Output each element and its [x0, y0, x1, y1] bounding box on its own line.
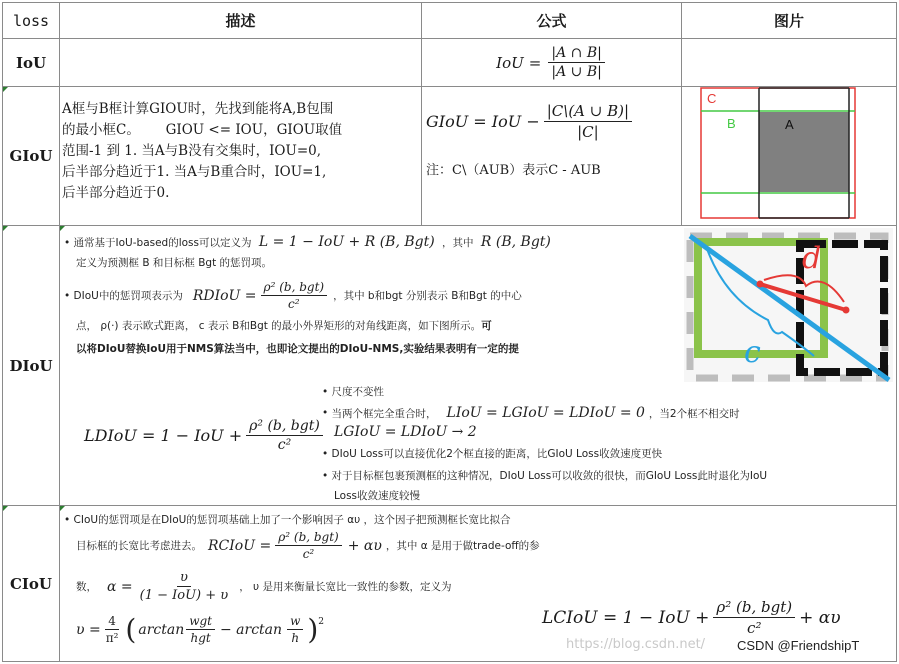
giou-formula-fraction [544, 102, 632, 141]
giou-desc-line: 后半部分趋近于0. [62, 185, 170, 201]
header-image: 图片 [773, 12, 804, 30]
ciou-v-ratio-2-num: w [287, 614, 303, 630]
ciou-alpha-num: υ [177, 570, 191, 587]
giou-formula-numerator: |C\(A ∪ B)| [544, 102, 632, 122]
diou-illustration [684, 228, 893, 382]
giou-illustration [697, 85, 860, 221]
ciou-v-lhs: υ = [76, 621, 101, 638]
giou-formula-denominator: |C| [577, 122, 599, 141]
diou-b2-bold: 可 [481, 320, 492, 332]
table-border-bottom [2, 661, 897, 662]
ciou-v-formula: υ = $\frac{4}{\text{π²}}$ ( arctan $\frac{\text{wgt}}{\text{hgt}}$ − arctan $\frac{w}{h}$ ) $^2$ [76, 613, 325, 646]
giou-description [62, 99, 420, 204]
diou-b2-text: DIoU中的惩罚项表示为 [73, 290, 183, 302]
row-divider [2, 225, 897, 226]
ciou-alpha-fraction [137, 570, 232, 603]
row-label-giou: GIoU [9, 147, 53, 165]
diou-loss-fraction [246, 418, 323, 453]
label-b: B [727, 116, 736, 131]
cell-marker [60, 226, 65, 231]
header-formula: 公式 [536, 12, 567, 30]
row-label-ciou: CIoU [9, 574, 53, 593]
iou-formula-lhs: IoU [496, 53, 524, 72]
cell-marker [60, 506, 65, 511]
giou-note: 注：C\（AUB）表示C - AUB [426, 163, 601, 178]
header-description: 描述 [225, 12, 256, 30]
ciou-r-num: ρ² (b, bgt) [275, 530, 342, 546]
iou-formula-denominator: |A ∪ B| [551, 64, 602, 80]
ciou-line-2 [76, 530, 540, 561]
ciou-v-arctan: arctan [138, 621, 185, 638]
diou-b1-text-2: ，其中 [442, 237, 474, 249]
diou-loss-formula [84, 418, 325, 453]
ciou-v-minus-arctan: − arctan [220, 621, 283, 638]
label-a: A [785, 117, 794, 132]
row-label-diou: DIoU [9, 356, 53, 375]
ciou-v-coef-num: 4 [105, 614, 119, 630]
diou-bullet-2-line-3: 以将DIoU替换IoU用于NMS算法当中，也即论文提出的DIoU-NMS,实验结果表明有一定的提 [76, 343, 519, 355]
iou-formula-fraction [548, 45, 604, 80]
ciou-v-coef-den: π² [105, 631, 119, 645]
ciou-v-ratio-1-num: wgt [186, 614, 215, 630]
diou-loss-lhs: LDIoU = 1 − IoU + [84, 426, 243, 445]
col-divider [59, 2, 60, 661]
diou-bullet-1: • 通常基于IoU-based的loss可以定义为 L = 1 − IoU + R (B, Bgt) ，其中 R (B, Bgt) [64, 234, 551, 250]
diou-prop-text: 对于目标框包裹预测框的这种情况，DIoU Loss可以收敛的很快，而GIoU Loss此时退化为IoU [331, 470, 768, 482]
label-c: C [707, 91, 717, 106]
diou-b2-line2-text: 点， ρ(·) 表示欧式距离， c 表示 B和Bgt 的最小外界矩形的对角线距离，如下图所示。 [76, 320, 482, 332]
row-divider [2, 505, 897, 506]
ciou-line-1-text: CIoU的惩罚项是在DIoU的惩罚项基础上加了一个影响因子 αυ ，这个因子把预测框长宽比拟合 [73, 514, 511, 526]
diou-bullet-2: • DIoU中的惩罚项表示为 RDIoU = $\frac{\text{ρ² (b, bgt)}}{\text{c²}}$ ，其中 b和bgt 分别表示 B和Bgt 的中心 [64, 280, 522, 311]
ciou-v-ratio-2 [287, 614, 303, 645]
diou-prop-4: • 对于目标框包裹预测框的这种情况，DIoU Loss可以收敛的很快，而GIoU Loss此时退化为IoU [322, 470, 768, 482]
diou-prop-1: • 尺度不变性 [322, 386, 385, 398]
ciou-alpha-den: (1 − IoU) + υ [139, 588, 229, 603]
giou-desc-line: 的最小框C。 GIOU <= IOU，GIOU取值 [62, 122, 343, 138]
csdn-credit: CSDN @FriendshipT [734, 638, 862, 653]
diou-loss-num: ρ² (b, bgt) [246, 418, 323, 436]
ciou-loss-tail: + αυ [799, 607, 841, 628]
giou-desc-line: A框与B框计算GIOU时，先找到能将A,B包围 [62, 101, 334, 117]
ciou-loss-num: ρ² (b, bgt) [713, 598, 795, 618]
diou-b2-text-2: ，其中 b和bgt 分别表示 B和Bgt 的中心 [333, 290, 522, 302]
diou-b1-formula: L = 1 − IoU + R (B, Bgt) [258, 234, 435, 250]
label-c: c [744, 335, 761, 370]
diou-prop-text: 当两个框完全重合时， [331, 407, 437, 420]
diou-bullet-1-line-2: 定义为预测框 B 和目标框 Bgt 的惩罚项。 [76, 257, 273, 269]
label-d: d [802, 241, 822, 276]
diou-prop-text: ，当2个框不相交时 [648, 407, 740, 420]
ciou-loss-fraction [713, 598, 795, 637]
ciou-line-3 [76, 570, 451, 603]
watermark-url: https://blog.csdn.net/ [566, 637, 706, 652]
ciou-loss-formula [542, 598, 841, 637]
diou-prop-formula: LIoU = LGIoU = LDIoU = 0 [446, 405, 645, 421]
diou-loss-den: c² [277, 437, 292, 453]
iou-formula-numerator: |A ∩ B| [548, 45, 604, 63]
center-b [757, 281, 764, 288]
ciou-line-3-text: 数， [76, 581, 97, 593]
diou-b2-den: c² [288, 297, 300, 311]
table-border-right [896, 2, 897, 661]
ciou-v-ratio-1-den: hgt [190, 631, 211, 645]
ciou-v-ratio-1 [186, 614, 215, 645]
giou-desc-line: 范围-1 到 1. 当A与B没有交集时，IOU=0, [62, 143, 322, 159]
ciou-r-den: c² [302, 547, 315, 561]
row-label-iou: IoU [15, 53, 47, 72]
diou-prop-4-line-2: Loss收敛速度较慢 [334, 490, 421, 502]
diou-prop-text: DIoU Loss可以直接优化2个框直接的距离，比GIoU Loss收敛速度更快 [331, 448, 663, 460]
ciou-line-3-text-2: ， υ 是用来衡量长宽比一致性的参数，定义为 [239, 581, 452, 593]
diou-b2-lhs: RDIoU = [192, 287, 257, 304]
diou-prop-formula-2: LGIoU = LDIoU → 2 [334, 424, 477, 440]
diou-b2-num: ρ² (b, bgt) [261, 280, 328, 296]
ciou-r-lhs: RCIoU = [208, 537, 272, 554]
diou-bullet-2-line-2 [76, 318, 492, 333]
ciou-alpha-lhs: α = [107, 578, 133, 595]
ciou-loss-den: c² [747, 619, 762, 637]
ciou-line-2-text-2: ，其中 α 是用于做trade-off的参 [385, 540, 540, 552]
ciou-loss-lhs: LCIoU = 1 − IoU + [542, 607, 710, 628]
diou-b1-r: R (B, Bgt) [480, 234, 551, 250]
ciou-v-coef [103, 614, 122, 645]
diou-prop-3: • DIoU Loss可以直接优化2个框直接的距离，比GIoU Loss收敛速度更快 [322, 448, 663, 460]
diou-b2-fraction [261, 280, 328, 311]
center-bgt [843, 307, 850, 314]
intersection-region [759, 112, 849, 192]
header-loss: loss [12, 11, 50, 30]
iou-formula: IoU = $\frac{|A \cap B|}{|A \cup B|}$ [422, 39, 681, 86]
ciou-line-2-text: 目标框的长宽比考虑进去。 [76, 540, 202, 552]
diou-prop-2: • 当两个框完全重合时， LIoU = LGIoU = LDIoU = 0 ，当2个框不相交时 [322, 405, 740, 421]
ciou-r-tail: + αυ [347, 537, 382, 554]
giou-desc-line: 后半部分趋近于1. 当A与B重合时，IOU=1, [62, 164, 327, 180]
ciou-v-ratio-2-den: h [291, 631, 300, 645]
ciou-r-fraction [275, 530, 342, 561]
diou-b1-text: 通常基于IoU-based的loss可以定义为 [73, 237, 252, 249]
giou-formula [426, 96, 680, 146]
ciou-line-1: • CIoU的惩罚项是在DIoU的惩罚项基础上加了一个影响因子 αυ ，这个因子把预测框长宽比拟合 [64, 514, 511, 526]
diou-prop-text: 尺度不变性 [331, 386, 385, 398]
giou-formula-lhs: GIoU = IoU − [426, 111, 540, 131]
